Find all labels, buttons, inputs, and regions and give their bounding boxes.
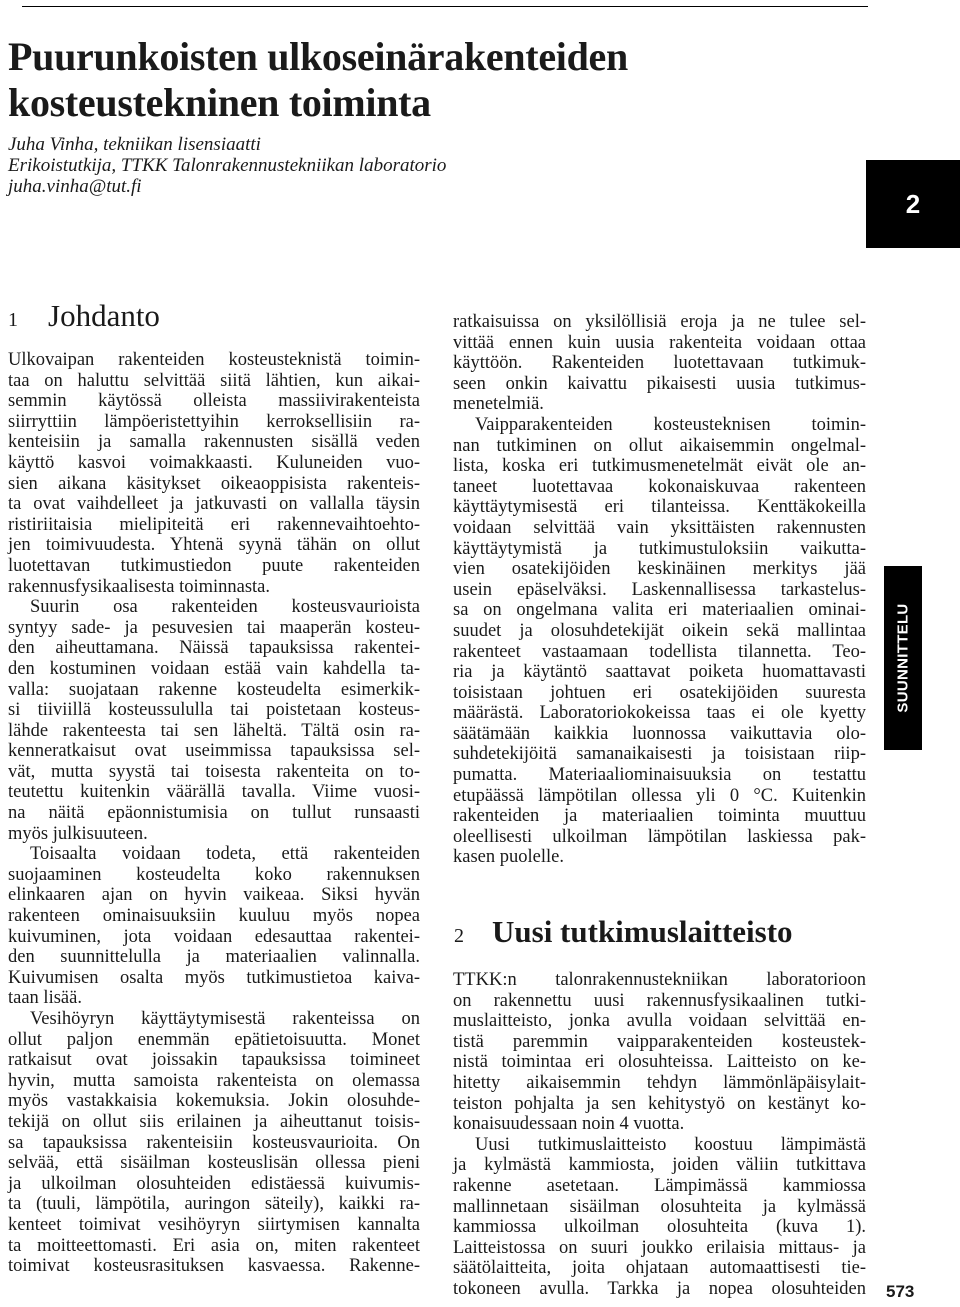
text-line: valla: suojataan rakenne kosteudelta esimerkik- [8,679,420,700]
text-line: pumatta. Materiaaliominaisuuksia on testattu [453,765,866,786]
text-line: tekijä on ollut siis erilainen ja aiheuttanut toisis- [8,1111,420,1132]
text-line: jen toimivuudesta. Yhtenä syynä tähän on ollut [8,535,420,556]
text-line: hyvin, mutta samoista rakenteista on olemassa [8,1070,420,1091]
text-line: den kostuminen voidaan estää vain kahdella ta- [8,658,420,679]
text-line: myös julkisuuteen. [8,823,148,844]
text-line: TTKK:n talonrakennustekniikan laboratorioon [453,970,866,990]
text-line: käyttö kasvoi voimakkaasti. Kuluneiden vuo- [8,452,420,473]
section-heading-2 [454,914,793,950]
title-line-2: kosteustekninen toiminta [8,80,431,125]
text-line: kenteisiin ja samalla rakennusten sisällä veden [8,432,420,453]
text-line: ja kylmästä kammiosta, joiden väliin tutkittava [453,1155,866,1176]
text-line: Suurin osa rakenteiden kosteusvaurioista [30,597,420,618]
text-line: elinkaaren ajan on hyvin vaikeaa. Siksi hyvän [8,885,420,906]
text-line: lista, koska eri tutkimusmenetelmät eivät ole an- [453,456,866,477]
text-line: toisistaan johtuen eri osatekijöiden suuresta [453,682,866,703]
text-line: rakenne asetetaan. Lämpimässä kammiossa [453,1175,866,1196]
text-line: taneet luotettavaa kokonaiskuvaa rakenteen [453,476,866,497]
text-line: tokoneen avulla. Tarkka ja nopea olosuhteiden [453,1278,866,1299]
text-line: ta ovat vaihdelleet ja jatkuvasti on vallalla täysin [8,494,420,515]
text-line: teutettu kuitenkin väärällä tavalla. Viime vuosi- [8,782,420,803]
section-title: Johdanto [48,298,160,333]
text-line: suojaaminen kosteudelta koko rakennuksen [8,864,420,885]
text-line: käyttöön. Rakenteiden luotettavaan tutkimuk- [453,353,866,374]
text-line: säätämään kaikkia luonnossa vaikuttavia olo- [453,723,866,744]
text-line: käyttäytymisestä eri tilanteissa. Kenttäkokeilla [453,497,866,518]
text-line: konaisuudessaan noin 4 vuotta. [453,1114,685,1135]
text-line: ta (tuuli, lämpötila, auringon säteily), kaikki ra- [8,1194,420,1215]
chapter-number: 2 [905,188,921,219]
text-line: etupäässä lämpötilan ollessa yli 0 °C. Kuitenkin [453,785,866,806]
text-line: Uusi tutkimuslaitteisto koostuu lämpimästä [475,1134,866,1155]
text-line: vät, mutta syystä tai toisesta rakenteita on to- [8,761,420,782]
text-line: suudet ja olosuhdetekijät oikein sekä mallintaa [453,620,866,641]
text-line: kammiossa ulkoilman olosuhteita (kuva 1). [453,1217,866,1238]
text-line: myös vastakkaisia kokemuksia. Jokin olosuhde- [8,1091,420,1112]
text-line: oleellisesti ulkoilman lämpötilan laskiessa pak- [453,826,866,847]
text-line: den aiheuttamana. Näissä tapauksissa rakentei- [8,638,420,659]
body-column-right-bottom [453,970,866,1300]
text-line: ristiriitaisia mielipiteitä eri rakennevaihtoehto- [8,514,420,535]
text-line: nistä toimintaa eri olosuhteissa. Laitteisto on ke- [453,1052,866,1073]
text-line: ratkaisuissa on yksilöllisiä eroja ja ne tulee sel- [453,312,866,332]
text-line: rakenteiden ja materiaalien toiminta muuttuu [453,806,866,827]
text-line: kuivuminen, jota voidaan edesauttaa rakentei- [8,926,420,947]
text-line: ta moitteettomasti. Eri asia on, miten rakenteet [8,1235,420,1256]
text-line: voidaan selvittää vain yksittäisten rakennusten [453,517,866,538]
text-line: ratkaisut ovat joissakin tapauksissa toimineet [8,1050,420,1071]
text-line: muslaitteisto, jonka avulla voidaan selvittää en- [453,1011,866,1032]
text-line: hitetty aikaisemmin tehdyn lämmönläpäisylait- [453,1072,866,1093]
text-line: lähde rakenteesta tai sen läheltä. Tältä osin ra- [8,720,420,741]
body-column-right-top [453,312,866,868]
section-number: 1 [8,309,18,331]
author-block [8,134,708,197]
section-side-tab [884,566,922,750]
text-line: käyttäytymistä ja tutkimustuloksiin vaikutta- [453,538,866,559]
author-name: Juha Vinha, tekniikan lisensiaatti [8,134,261,155]
text-line: siirryttiin lämpöeristettyihin kerroksellisiin ra- [8,411,420,432]
text-line: Toisaalta voidaan todeta, että rakenteiden [30,844,420,865]
text-line: Ulkovaipan rakenteiden kosteusteknistä toimin- [8,350,420,370]
text-line: toimivat kosteusrasituksen kasvaessa. Rakenne- [8,1256,420,1277]
text-line: määrästä. Laboratoriokokeissa taas ei ole kyetty [453,703,866,724]
text-line: rakenteet vastaamaan todellista tilannetta. Teo- [453,641,866,662]
text-line: Vesihöyryn käyttäytymisestä rakenteissa on [30,1009,420,1029]
text-line: na näitä epäonnistumisia on tullut runsaasti [8,803,420,824]
text-line: vien osatekijöiden keskinäinen merkitys jää [453,559,866,580]
text-line: seen onkin kaivattu pikaisesti uusia tutkimus- [453,373,866,394]
text-line: Kuivumisen osalta myös tutkimustietoa kaiva- [8,967,420,988]
section-title: Uusi tutkimuslaitteisto [492,914,793,949]
text-line: Vaipparakenteiden kosteusteknisen toimin- [475,414,866,435]
text-line: luotettavan tutkimustiedon puute rakenteiden [8,555,420,576]
text-line: teiston pohjalta ja sen kehitystyö on kestänyt ko- [453,1093,866,1114]
author-email: juha.vinha@tut.fi [8,176,142,197]
text-line: si tiiviillä kosteussululla tai poistetaan kosteus- [8,700,420,721]
text-line: den suunnittelulla ja materiaalien valinnalla. [8,947,420,968]
text-line: taan lisää. [8,988,82,1009]
text-line: rakennusfysikaalisesta toiminnasta. [8,576,271,597]
text-line: syntyy sade- ja pesuvesien tai maaperän kosteu- [8,617,420,638]
text-line: ollut paljon enemmän epätietoisuutta. Monet [8,1029,420,1050]
text-line: taa on haluttu selvittää siitä lähtien, kun aikai- [8,370,420,391]
text-line: semmin käytössä olleista massiivirakenteista [8,391,420,412]
text-line: suhdetekijöitä samanaikaisesti ja toisistaan riip- [453,744,866,765]
text-line: sien aikana käsitykset oikeaoppisista rakenteis- [8,473,420,494]
author-affiliation: Erikoistutkija, TTKK Talonrakennustekniikan laboratorio [8,155,447,176]
text-line: selvää, että sisäilman kosteuslisän ollessa pieni [8,1153,420,1174]
text-line: ria ja käytäntö saattavat poiketa huomattavasti [453,662,866,683]
text-line: usein epäselväksi. Laskennallisessa tarkastelus- [453,579,866,600]
text-line: nan tutkiminen on ollut aikaisemmin ongelmal- [453,435,866,456]
text-line: vittää ennen kuin uusia rakenteita voidaan ottaa [453,332,866,353]
text-line: kasen puolelle. [453,847,564,868]
article-title [8,34,848,126]
title-line-1: Puurunkoisten ulkoseinärakenteiden [8,34,628,79]
text-line: kenneratkaisut ovat useimmissa tapauksissa sel- [8,741,420,762]
text-line: Laitteistossa on suuri joukko erilaisia mittaus- ja [453,1237,866,1258]
text-line: sa tapauksissa rakenteisiin kosteusvaurioita. On [8,1132,420,1153]
section-heading-1 [8,298,160,334]
side-tab-label: SUUNNITTELU [894,603,912,713]
chapter-number-tab [866,160,960,248]
text-line: rakenteen ominaisuuksiin kuuluu myös nopea [8,906,420,927]
body-column-left [8,350,420,1277]
text-line: säätölaitteita, joita ohjataan automaattisesti tie- [453,1258,866,1279]
text-line: mallinnetaan sisäilman olosuhteita ja kylmässä [453,1196,866,1217]
text-line: on rakennettu uusi rakennusfysikaalinen tutki- [453,990,866,1011]
text-line: ja ulkoilman olosuhteiden edistäessä kuivumis- [8,1173,420,1194]
top-rule [22,6,868,7]
text-line: tistä paremmin vaipparakenteiden kosteustek- [453,1031,866,1052]
section-number: 2 [454,925,464,947]
text-line: kenteet toimivat vesihöyryn siirtymisen kannalta [8,1214,420,1235]
text-line: menetelmiä. [453,394,544,415]
text-line: sa on ongelmana valita eri materiaalien ominai- [453,600,866,621]
page-number: 573 [886,1282,915,1301]
